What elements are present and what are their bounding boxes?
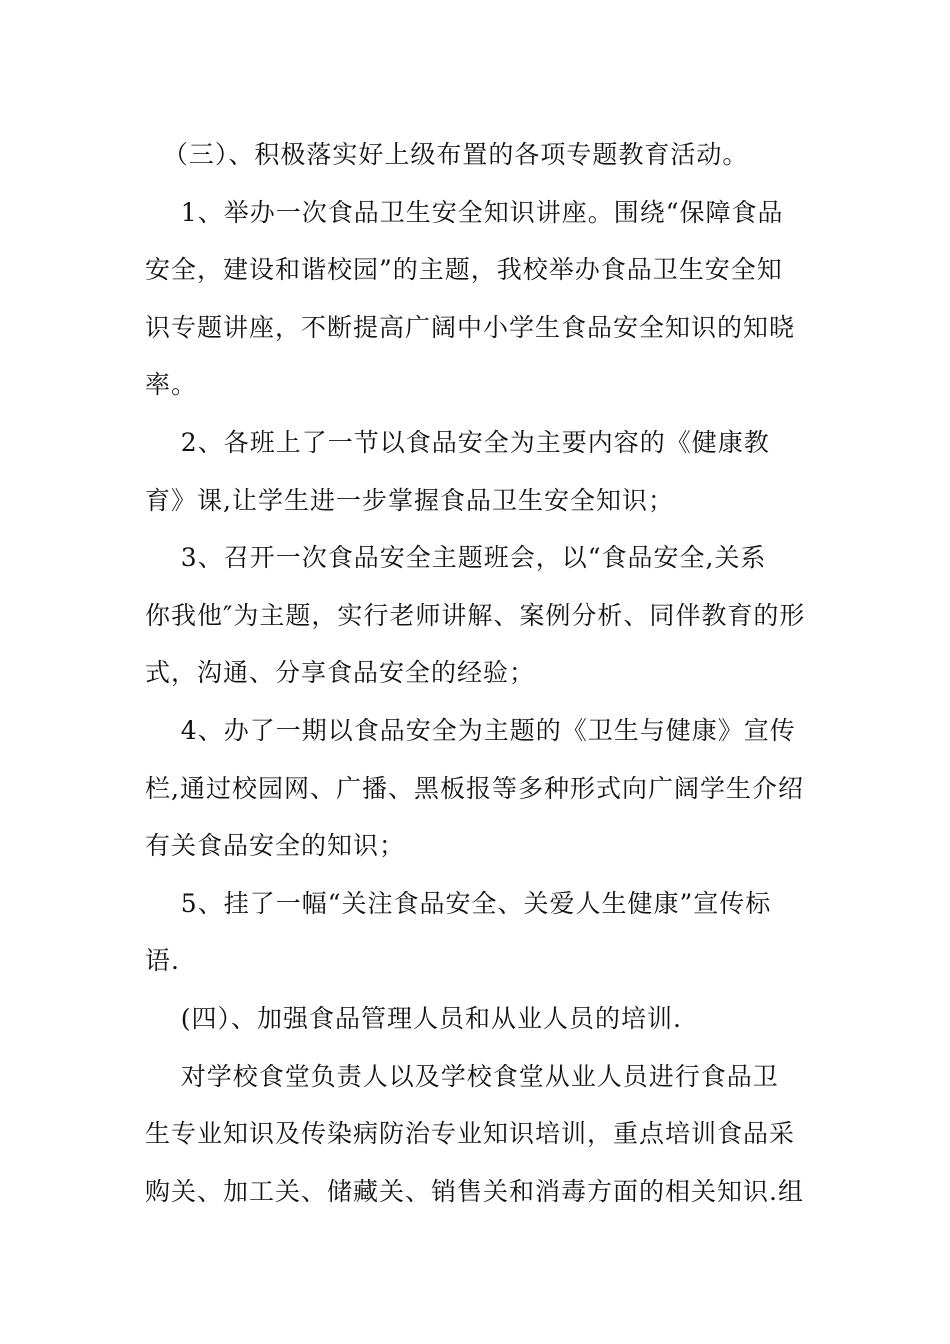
text-line: 1、举办一次食品卫生安全知识讲座。围绕“保障食品 <box>145 197 784 227</box>
text-line: (四）、加强食品管理人员和从业人员的培训. <box>145 1003 682 1033</box>
text-line: 购关、加工关、储藏关、销售关和消毒方面的相关知识.组 <box>145 1176 804 1206</box>
text-line: 对学校食堂负责人以及学校食堂从业人员进行食品卫 <box>145 1061 779 1091</box>
text-line: 4、办了一期以食品安全为主题的《卫生与健康》宣传 <box>145 715 796 745</box>
text-line: 语. <box>145 946 180 976</box>
document-body <box>145 126 810 1220</box>
text-line: （三）、积极落实好上级布置的各项专题教育活动。 <box>145 140 749 169</box>
text-line: 率。 <box>145 370 198 400</box>
text-line: 安全，建设和谐校园”的主题，我校举办食品卫生安全知 <box>145 255 783 285</box>
text-line: 5、挂了一幅“关注食品安全、关爱人生健康”宣传标 <box>145 888 772 918</box>
text-line: 生专业知识及传染病防治专业知识培训，重点培训食品采 <box>145 1119 796 1149</box>
text-line: 育》课,让学生进一步掌握食品卫生安全知识； <box>145 485 674 515</box>
text-line: 识专题讲座，不断提高广阔中小学生食品安全知识的知晓 <box>145 312 796 342</box>
text-line: 式，沟通、分享食品安全的经验； <box>145 658 536 688</box>
text-line: 栏,通过校园网、广播、黑板报等多种形式向广阔学生介绍 <box>145 773 804 803</box>
text-line: 你我他″为主题，实行老师讲解、案例分析、同伴教育的形 <box>145 600 806 630</box>
text-line: 有关食品安全的知识； <box>145 831 406 861</box>
text-line: 3、召开一次食品安全主题班会，以“食品安全,关系 <box>145 543 767 573</box>
text-line: 2、各班上了一节以食品安全为主要内容的《健康教 <box>145 427 770 457</box>
